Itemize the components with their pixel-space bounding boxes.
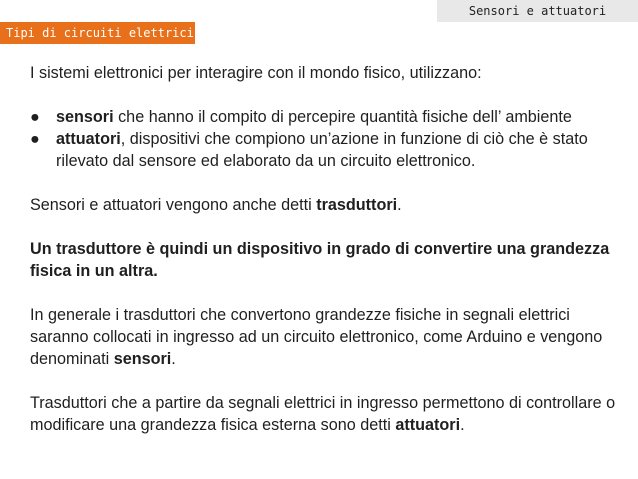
bullet-item-attuatori [30, 128, 620, 172]
text-run: In generale i trasduttori che convertono grandezze fisiche in segnali elettrici saranno collocati in ingresso ad un circuito elettronico, come Arduino e vengono denominati [30, 306, 603, 368]
bold-definition: Un trasduttore è quindi un dispositivo in grado di convertire una grandezza fisica in un altra. [30, 240, 610, 280]
bold-term: trasduttori [316, 196, 398, 214]
slide-content [30, 62, 620, 436]
bullet-text: che hanno il compito di percepire quantità fisiche dell’ ambiente [113, 108, 572, 126]
section-tag: Tipi di circuiti elettrici [0, 22, 195, 44]
bullet-dot-icon: ● [30, 108, 40, 126]
bullet-dot-icon: ● [30, 130, 40, 148]
slide-title: Sensori e attuatori [437, 0, 638, 22]
text-run: . [460, 416, 465, 434]
paragraph-attuatori [30, 392, 620, 436]
bullet-term: attuatori [56, 130, 121, 148]
bullet-text: , dispositivi che compiono un’azione in funzione di ciò che è stato rilevato dal sensore ed elaborato da un circuito elettronico. [56, 130, 588, 170]
bullet-item-sensori [30, 106, 620, 128]
bold-term: sensori [113, 350, 172, 368]
bold-term: attuatori [395, 416, 461, 434]
bullet-list [30, 106, 620, 172]
paragraph-sensori [30, 304, 620, 370]
bullet-term: sensori [56, 108, 114, 126]
paragraph-definition [30, 238, 620, 282]
text-run: . [397, 196, 402, 214]
paragraph-trasduttori [30, 194, 620, 216]
text-run: . [171, 350, 176, 368]
text-run: Trasduttori che a partire da segnali elettrici in ingresso permettono di controllare o modificare una grandezza fisica esterna sono detti [30, 394, 616, 434]
text-run: Sensori e attuatori vengono anche detti [30, 196, 317, 214]
intro-paragraph: I sistemi elettronici per interagire con il mondo fisico, utilizzano: [30, 64, 482, 82]
